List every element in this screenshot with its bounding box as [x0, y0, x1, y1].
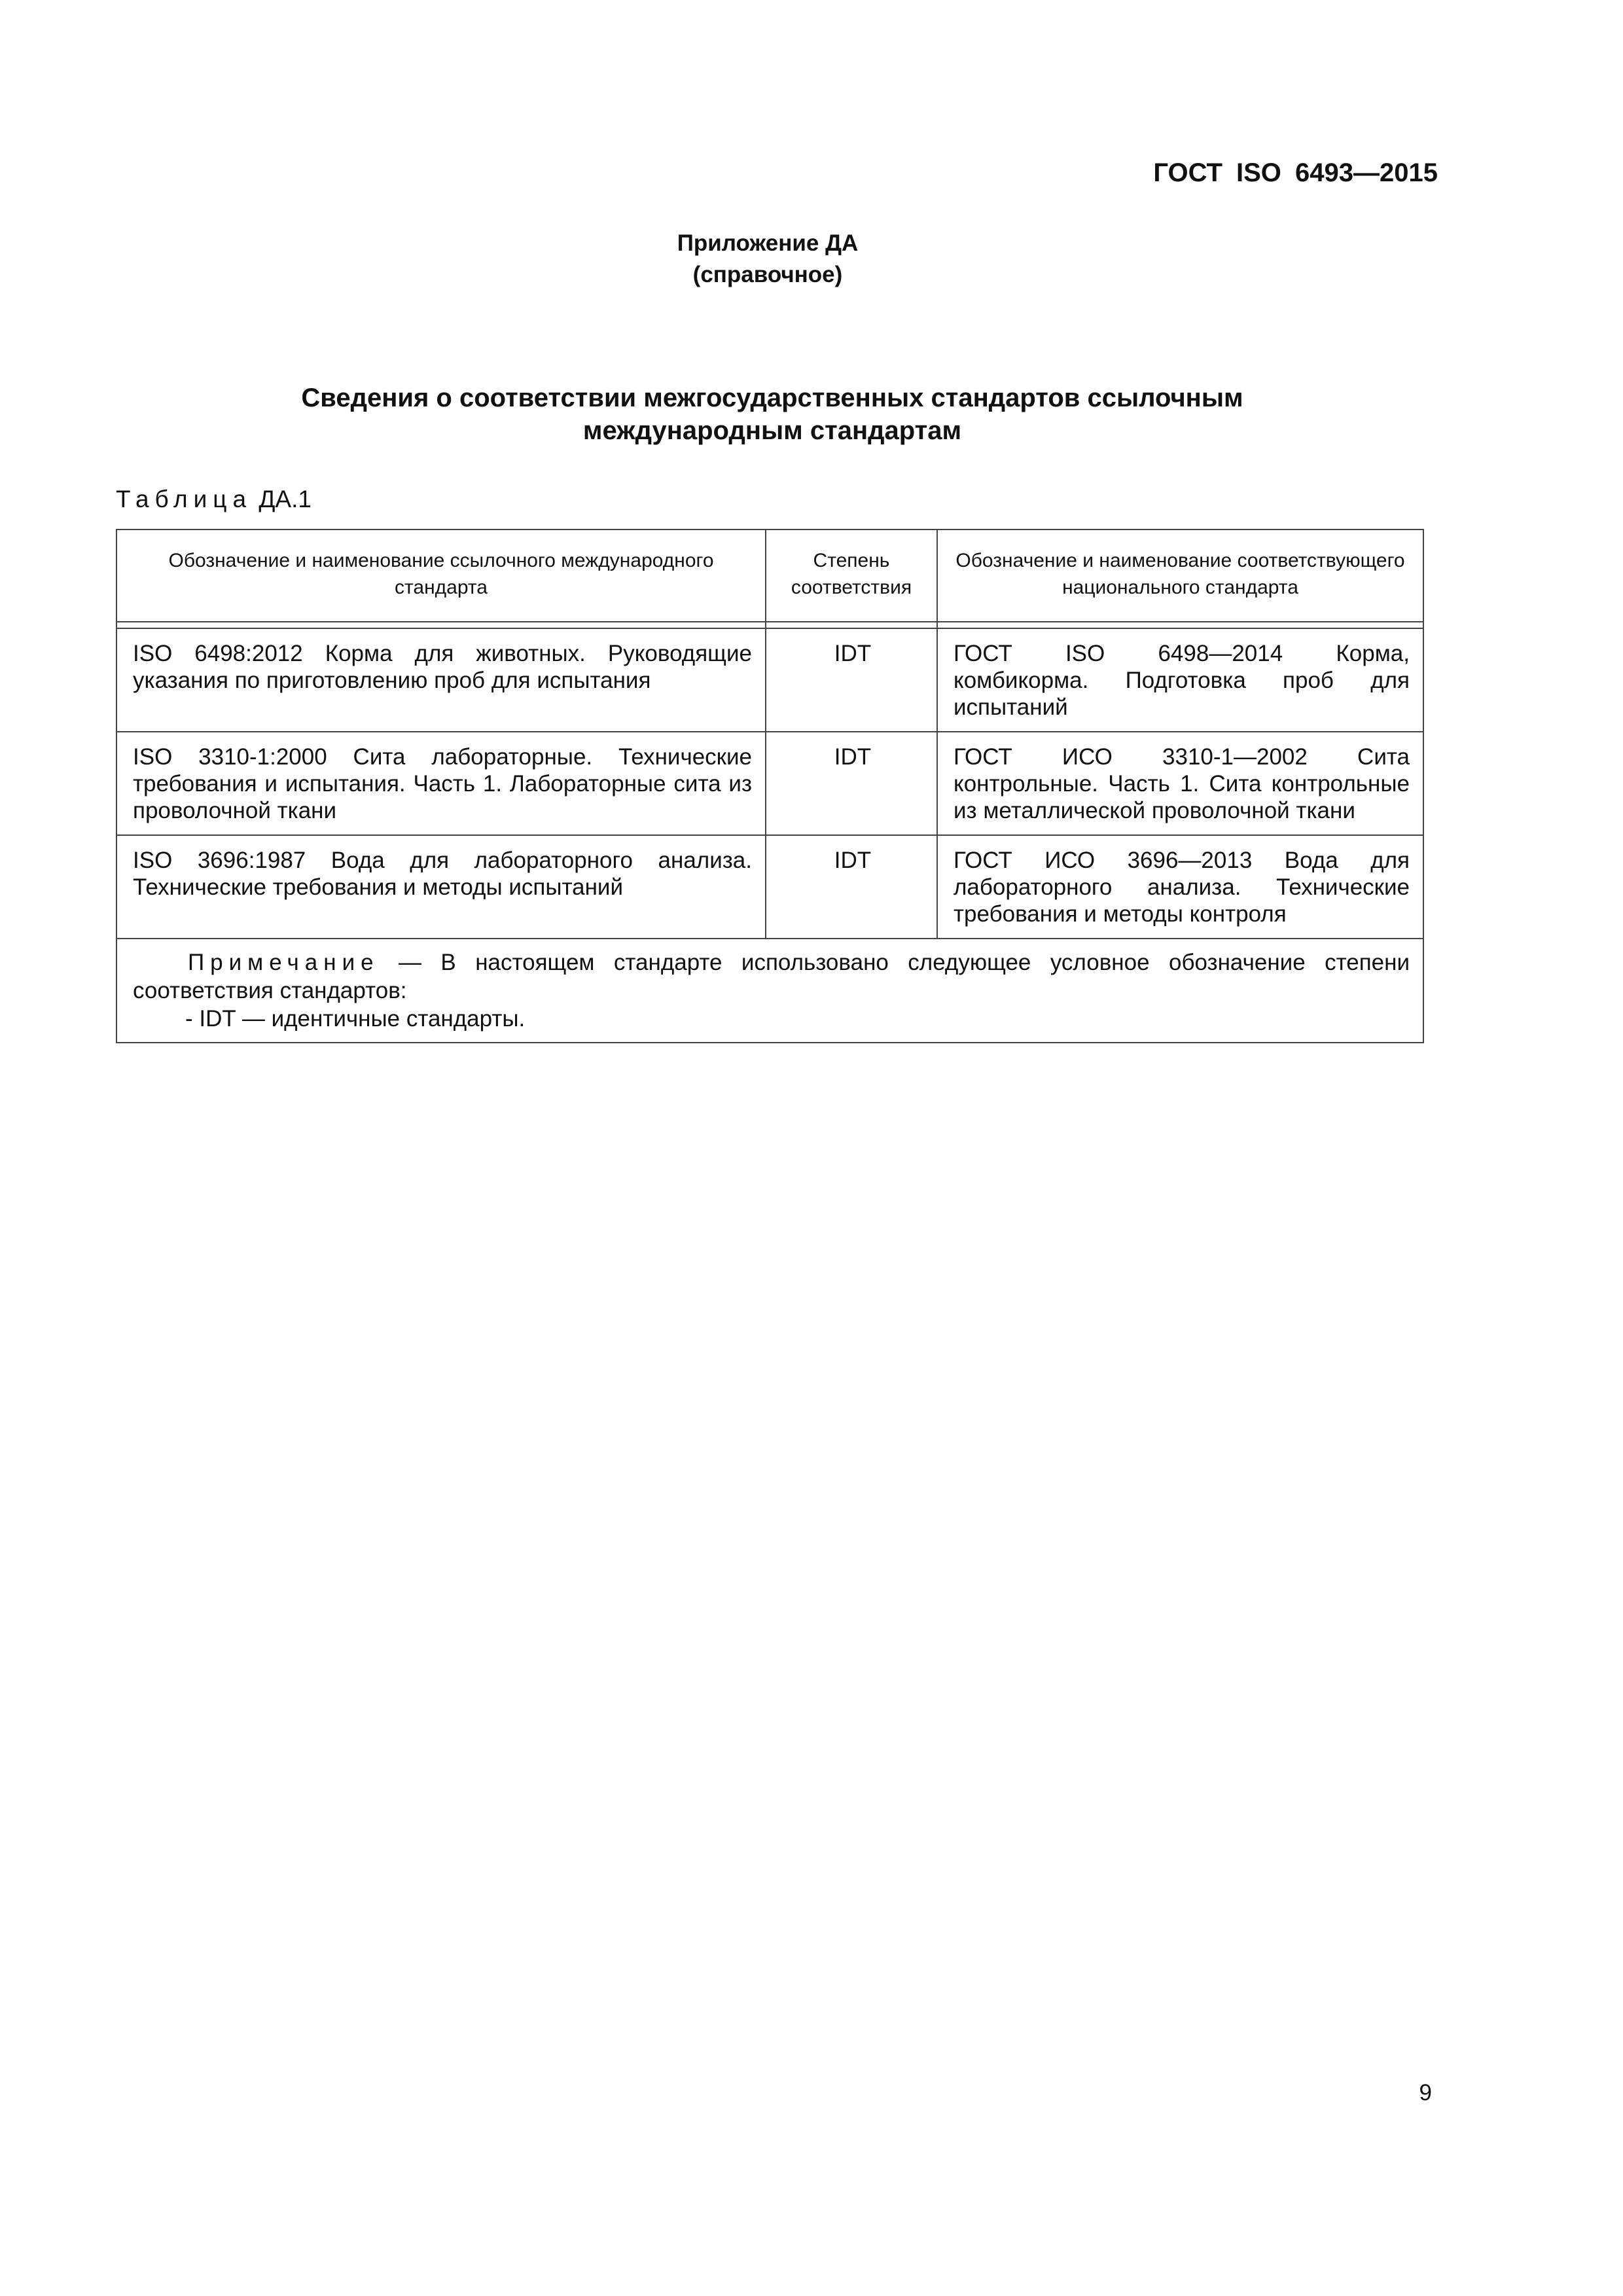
appendix-heading: [0, 228, 1535, 291]
cell-international: ISO 3696:1987 Вода для лабораторного анализа. Технические требования и методы испытаний: [116, 835, 766, 939]
table-caption: [116, 486, 312, 513]
table-row: [116, 628, 1423, 732]
appendix-title: Приложение ДА: [677, 230, 859, 256]
spacer-cell: [766, 622, 937, 628]
table-caption-prefix: Таблица: [116, 486, 253, 512]
cell-national: ГОСТ ИСО 3696—2013 Вода для лабораторного анализа. Технические требования и методы контроля: [937, 835, 1423, 939]
table-spacer-row: [116, 622, 1423, 628]
column-header-degree: Степень соответствия: [766, 529, 937, 622]
cell-national: ГОСТ ИСО 3310-1—2002 Сита контрольные. Часть 1. Сита контрольные из металлической проволочной ткани: [937, 732, 1423, 835]
table-caption-number: ДА.1: [259, 486, 312, 512]
note-label: Примечание: [188, 950, 380, 975]
table-note-row: [116, 939, 1423, 1043]
table-header-row: [116, 529, 1423, 622]
cell-international: ISO 6498:2012 Корма для животных. Руководящие указания по приготовлению проб для испытания: [116, 628, 766, 732]
note-body: — В настоящем стандарте использовано следующее условное обозначение степени соответствия стандартов:: [133, 950, 1410, 1003]
cell-national: ГОСТ ISO 6498—2014 Корма, комбикорма. Подготовка проб для испытаний: [937, 628, 1423, 732]
section-heading-line-2: международным стандартам: [582, 416, 962, 445]
table-row: [116, 835, 1423, 939]
table-note: [116, 939, 1423, 1043]
appendix-subtitle: (справочное): [692, 262, 843, 287]
column-header-international: Обозначение и наименование ссылочного международного стандарта: [116, 529, 766, 622]
document-code: ГОСТ ISO 6493—2015: [1153, 158, 1438, 187]
spacer-cell: [116, 622, 766, 628]
section-heading: [249, 382, 1296, 447]
cell-degree: IDT: [766, 628, 937, 732]
note-text: [133, 948, 1410, 1005]
spacer-cell: [937, 622, 1423, 628]
table-row: [116, 732, 1423, 835]
section-heading-line-1: Сведения о соответствии межгосударственных стандартов ссылочным: [301, 384, 1243, 412]
standards-correspondence-table: [116, 529, 1424, 1043]
page-number: 9: [1419, 2080, 1432, 2106]
cell-degree: IDT: [766, 835, 937, 939]
cell-degree: IDT: [766, 732, 937, 835]
column-header-national: Обозначение и наименование соответствующего национального стандарта: [937, 529, 1423, 622]
note-item: - IDT — идентичные стандарты.: [185, 1006, 526, 1031]
cell-international: ISO 3310-1:2000 Сита лабораторные. Технические требования и испытания. Часть 1. Лабораторные сита из проволочной ткани: [116, 732, 766, 835]
